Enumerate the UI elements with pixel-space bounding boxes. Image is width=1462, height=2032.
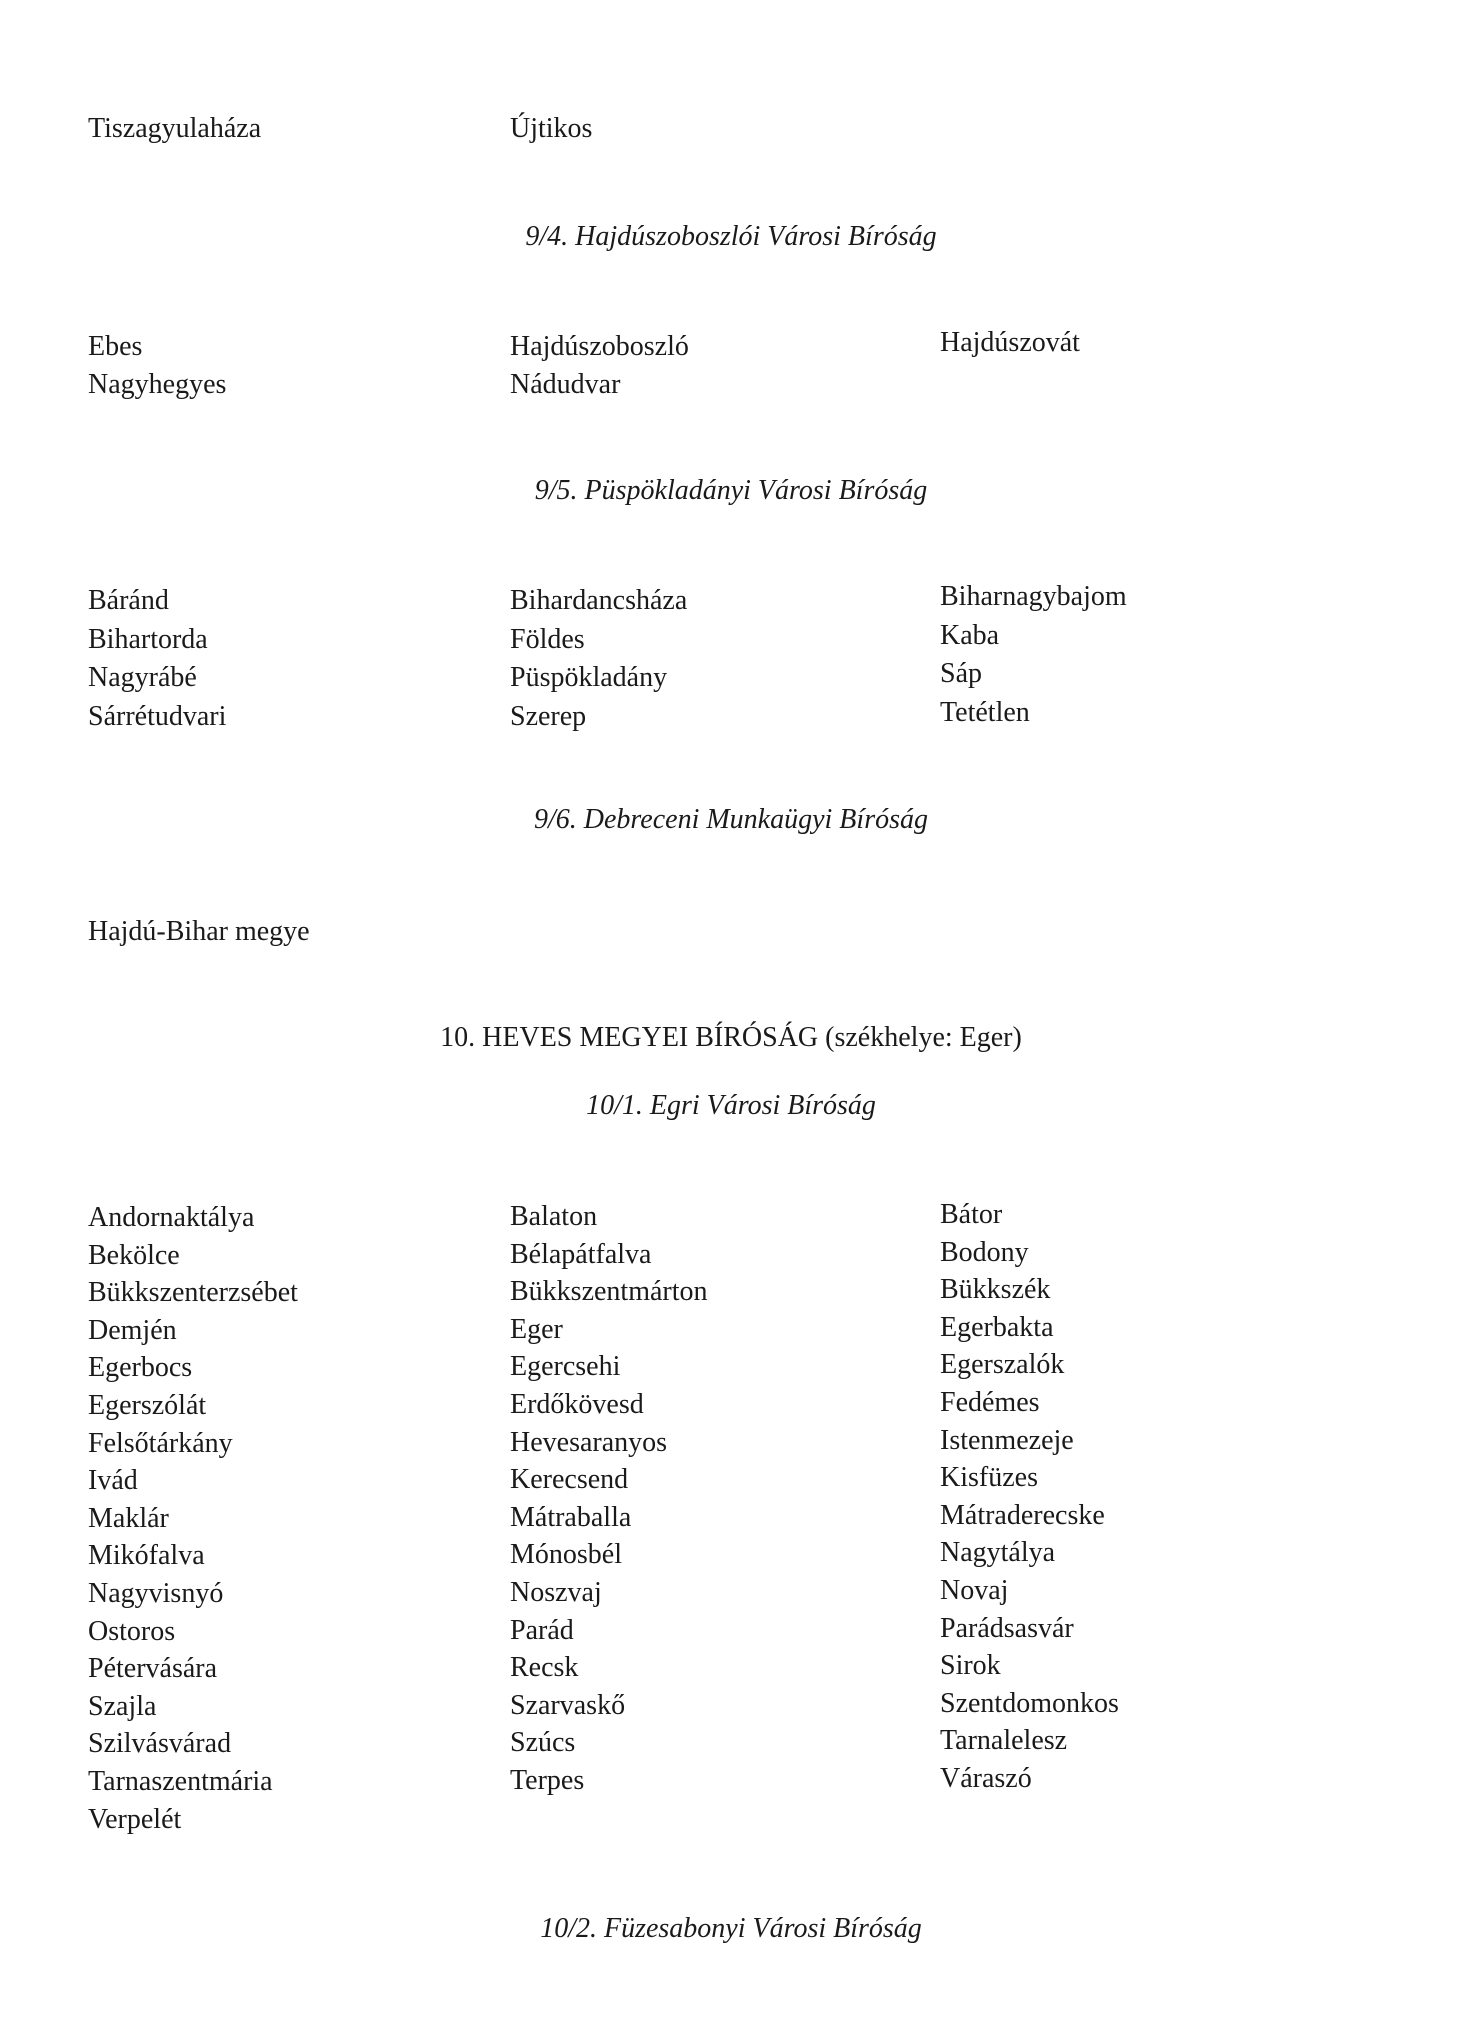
list-item: Egerbocs — [88, 1352, 193, 1384]
list-item: Tarnaszentmária — [88, 1766, 273, 1797]
list-item: Mátraderecske — [940, 1499, 1105, 1531]
list-item: Eger — [510, 1313, 563, 1345]
list-item: Nagyvisnyó — [88, 1578, 224, 1609]
list-item: Bekölce — [88, 1239, 180, 1271]
list-item: Mátraballa — [510, 1501, 632, 1533]
list-item: Mikófalva — [88, 1540, 205, 1572]
list-item: Szúcs — [510, 1727, 576, 1759]
list-item: Szilvásvárad — [88, 1728, 232, 1760]
list-item: Nádudvar — [510, 369, 621, 400]
list-item: Hajdúszoboszló — [510, 331, 689, 362]
list-item: Nagyhegyes — [88, 369, 227, 400]
list-item: Ebes — [88, 331, 143, 362]
list-item: Sáp — [940, 658, 982, 689]
list-item: Recsk — [510, 1652, 579, 1684]
list-item: Terpes — [510, 1765, 585, 1796]
list-item: Báránd — [88, 585, 169, 616]
list-item: Mónosbél — [510, 1539, 622, 1571]
list-item: Szajla — [88, 1690, 157, 1722]
list-item: Egerbakta — [940, 1311, 1054, 1343]
list-item: Egerszólát — [88, 1390, 207, 1421]
list-item: Novaj — [940, 1575, 1009, 1606]
heading-9-6: 9/6. Debreceni Munkaügyi Bíróság — [534, 804, 928, 835]
list-item: Hevesaranyos — [510, 1426, 668, 1458]
list-item: Püspökladány — [510, 662, 668, 693]
list-item: Demjén — [88, 1314, 177, 1346]
heading-9-5: 9/5. Püspökladányi Városi Bíróság — [534, 475, 928, 506]
list-item: Noszvaj — [510, 1577, 602, 1608]
county-text: Hajdú-Bihar megye — [88, 916, 310, 947]
heading-10: 10. HEVES MEGYEI BÍRÓSÁG (székhelye: Eger) — [440, 1022, 1022, 1053]
list-item: Egerszalók — [940, 1349, 1065, 1381]
list-item: Parád — [510, 1614, 574, 1646]
list-item: Andornaktálya — [88, 1202, 255, 1233]
heading-10-1: 10/1. Egri Városi Bíróság — [586, 1090, 876, 1121]
list-item: Biharnagybajom — [940, 581, 1127, 612]
list-item: Bátor — [940, 1199, 1003, 1230]
list-item: Ivád — [88, 1465, 138, 1497]
list-item: Hajdúszovát — [940, 327, 1080, 358]
list-item: Bükkszentmárton — [510, 1276, 708, 1308]
list-item: Egercsehi — [510, 1351, 621, 1383]
list-item: Ostoros — [88, 1615, 176, 1647]
list-item: Felsőtárkány — [88, 1427, 233, 1459]
list-item: Fedémes — [940, 1387, 1040, 1418]
list-item: Balaton — [510, 1201, 598, 1232]
list-item: Nagytálya — [940, 1537, 1056, 1569]
list-item: Bihardancsháza — [510, 585, 688, 616]
heading-9-4: 9/4. Hajdúszoboszlói Városi Bíróság — [525, 221, 937, 252]
list-item: Parádsasvár — [940, 1612, 1074, 1644]
list-item: Pétervására — [88, 1653, 218, 1685]
list-item: Tarnalelesz — [940, 1725, 1068, 1757]
list-item: Bihartorda — [88, 623, 208, 655]
list-item: Maklár — [88, 1502, 169, 1534]
list-item: Szerep — [510, 700, 587, 732]
list-item: Tetétlen — [940, 696, 1030, 728]
settlement-tiszagyulahaza: Tiszagyulaháza — [88, 113, 262, 144]
list-item: Istenmezeje — [940, 1424, 1074, 1456]
list-item: Szarvaskő — [510, 1689, 626, 1721]
list-item: Bükkszék — [940, 1274, 1051, 1306]
list-item: Bükkszenterzsébet — [88, 1277, 298, 1309]
list-item: Erdőkövesd — [510, 1389, 644, 1420]
list-item: Földes — [510, 623, 585, 655]
list-item: Nagyrábé — [88, 662, 197, 693]
list-item: Verpelét — [88, 1803, 182, 1835]
list-item: Szentdomonkos — [940, 1687, 1119, 1719]
heading-10-2: 10/2. Füzesabonyi Városi Bíróság — [540, 1913, 922, 1944]
list-item: Kerecsend — [510, 1464, 629, 1496]
list-item: Bodony — [940, 1236, 1029, 1268]
settlement-ujtikos: Újtikos — [510, 113, 593, 144]
list-item: Váraszó — [940, 1763, 1032, 1794]
list-item: Kaba — [940, 619, 1000, 651]
list-item: Sirok — [940, 1650, 1001, 1682]
list-item: Sárrétudvari — [88, 700, 227, 732]
list-item: Bélapátfalva — [510, 1238, 652, 1270]
list-item: Kisfüzes — [940, 1462, 1038, 1494]
